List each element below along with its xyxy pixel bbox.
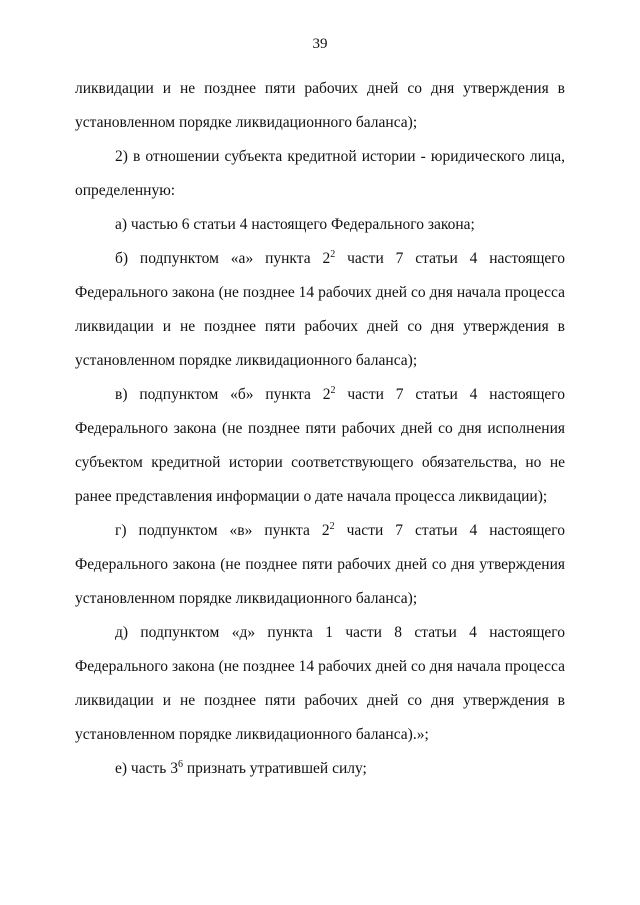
- text-line: ликвидации и не позднее пяти рабочих дней со дня утверждения в: [75, 80, 565, 97]
- text-line: а) частью 6 статьи 4 настоящего Федерального закона;: [115, 216, 475, 233]
- text-line: ликвидации и не позднее пяти рабочих дней со дня утверждения в: [75, 318, 565, 335]
- text-line: ранее представления информации о дате начала процесса ликвидации);: [75, 488, 548, 505]
- paragraph-item-a: [75, 208, 565, 242]
- paragraph-item-e: [75, 752, 565, 786]
- page-number: 39: [312, 36, 328, 52]
- superscript: 6: [177, 759, 183, 770]
- superscript: 2: [330, 249, 336, 260]
- text-line: 2) в отношении субъекта кредитной истории - юридического лица,: [115, 148, 565, 165]
- superscript: 2: [330, 385, 336, 396]
- paragraph-item-d: [75, 616, 565, 752]
- text-line: установленном порядке ликвидационного баланса).»;: [75, 726, 429, 743]
- text-line: Федерального закона (не позднее пяти рабочих дней со дня утверждения: [75, 556, 565, 573]
- text-line: [75, 242, 565, 276]
- paragraph-continuation: [75, 72, 565, 140]
- text-line: Федерального закона (не позднее 14 рабочих дней со дня начала процесса: [75, 658, 565, 675]
- text-fragment: е) часть 3: [115, 760, 178, 777]
- text-fragment: в) подпунктом «б» пункта 2: [115, 386, 331, 403]
- paragraph-item-v: [75, 378, 565, 514]
- text-line: определенную:: [75, 182, 176, 199]
- paragraph-item-b: [75, 242, 565, 378]
- text-line: ликвидации и не позднее пяти рабочих дней со дня утверждения в: [75, 692, 565, 709]
- text-line: [75, 378, 565, 412]
- text-fragment: части 7 статьи 4 настоящего: [335, 386, 565, 403]
- text-fragment: части 7 статьи 4 настоящего: [335, 250, 565, 267]
- text-line: [75, 514, 565, 548]
- text-line: Федерального закона (не позднее 14 рабочих дней со дня начала процесса: [75, 284, 565, 301]
- superscript: 2: [329, 521, 335, 532]
- document-body: [75, 72, 565, 786]
- text-fragment: г) подпунктом «в» пункта 2: [115, 522, 330, 539]
- text-line: д) подпунктом «д» пункта 1 части 8 статьи 4 настоящего: [115, 624, 565, 641]
- text-line: установленном порядке ликвидационного баланса);: [75, 352, 418, 369]
- text-fragment: части 7 статьи 4 настоящего: [334, 522, 565, 539]
- text-line: [75, 752, 565, 786]
- text-line: Федерального закона (не позднее пяти рабочих дней со дня исполнения: [75, 420, 565, 437]
- text-line: установленном порядке ликвидационного баланса);: [75, 590, 418, 607]
- text-fragment: б) подпунктом «а» пункта 2: [115, 250, 331, 267]
- text-line: установленном порядке ликвидационного баланса);: [75, 114, 418, 131]
- text-fragment: признать утратившей силу;: [182, 760, 367, 777]
- text-line: субъектом кредитной истории соответствующего обязательства, но не: [75, 454, 565, 471]
- paragraph-item-g: [75, 514, 565, 616]
- paragraph-item-2: [75, 140, 565, 208]
